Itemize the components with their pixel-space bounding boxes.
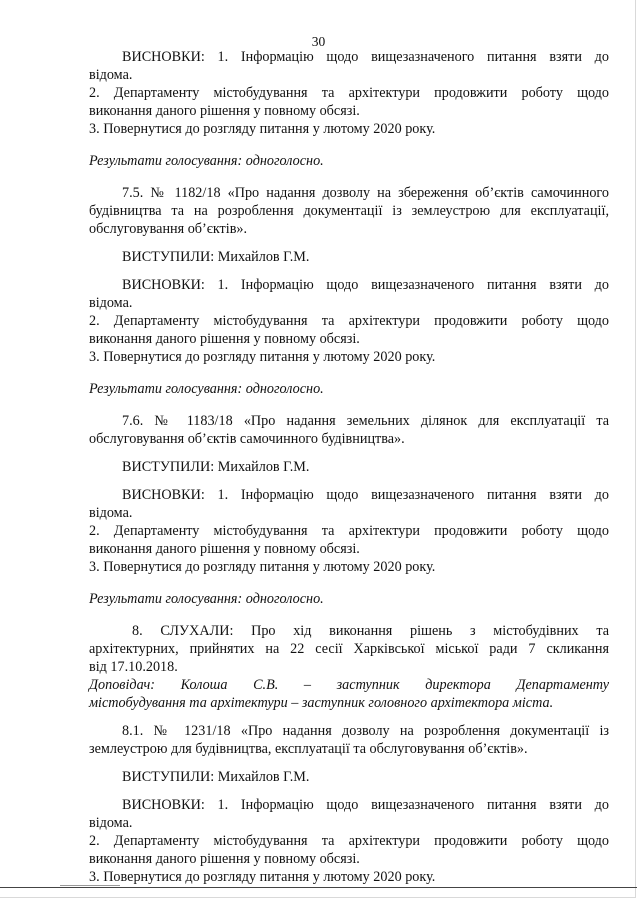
item-title-line: 7.6. № 1183/18 «Про надання земельних ділянок для експлуатації та xyxy=(122,413,609,429)
conclusions-line: виконання даного рішення у повному обсязі. xyxy=(89,851,360,867)
conclusions-block xyxy=(89,48,609,138)
item-title-line: обслуговування об’єктів самочинного будівництва». xyxy=(89,431,405,447)
item-title-line: 8.1. № 1231/18 «Про надання дозволу на розроблення документації із xyxy=(122,723,609,739)
conclusions-line: виконання даного рішення у повному обсязі. xyxy=(89,103,360,119)
agenda-item-8 xyxy=(89,622,609,712)
conclusions-line: 3. Повернутися до розгляду питання у лютому 2020 року. xyxy=(89,349,436,365)
heard-line: архітектурних, прийнятих на 22 сесії Харківської міської ради 7 скликання xyxy=(89,641,609,657)
conclusions-line: відома. xyxy=(89,295,133,311)
item-title-line: обслуговування об’єктів». xyxy=(89,221,248,237)
conclusions-line: 3. Повернутися до розгляду питання у лютому 2020 року. xyxy=(89,869,436,885)
speakers: ВИСТУПИЛИ: Михайлов Г.М. xyxy=(122,769,310,785)
conclusions-line: ВИСНОВКИ: 1. Інформацію щодо вищезазначеного питання взяти до xyxy=(122,49,609,65)
conclusions-line: 3. Повернутися до розгляду питання у лютому 2020 року. xyxy=(89,121,436,137)
conclusions-line: відома. xyxy=(89,505,133,521)
voting-results: Результати голосування: одноголосно. xyxy=(89,381,324,397)
conclusions-line: 2. Департаменту містобудування та архітектури продовжити роботу щодо xyxy=(89,313,609,329)
agenda-item-8-1 xyxy=(89,722,609,886)
item-title-line: 7.5. № 1182/18 «Про надання дозволу на збереження об’єктів самочинного xyxy=(122,185,609,201)
rapporteur-line: Доповідач: Колоша С.В. – заступник директора Департаменту xyxy=(89,677,609,693)
voting-results: Результати голосування: одноголосно. xyxy=(89,591,324,607)
conclusions-line: 2. Департаменту містобудування та архітектури продовжити роботу щодо xyxy=(89,833,609,849)
conclusions-line: відома. xyxy=(89,67,133,83)
conclusions-line: ВИСНОВКИ: 1. Інформацію щодо вищезазначеного питання взяти до xyxy=(122,797,609,813)
conclusions-line: виконання даного рішення у повному обсязі. xyxy=(89,541,360,557)
page-number: 30 xyxy=(311,34,326,49)
conclusions-line: 2. Департаменту містобудування та архітектури продовжити роботу щодо xyxy=(89,85,609,101)
conclusions-line: ВИСНОВКИ: 1. Інформацію щодо вищезазначеного питання взяти до xyxy=(122,277,609,293)
heard-line: від 17.10.2018. xyxy=(89,659,178,675)
conclusions-line: ВИСНОВКИ: 1. Інформацію щодо вищезазначеного питання взяти до xyxy=(122,487,609,503)
voting-results: Результати голосування: одноголосно. xyxy=(89,153,324,169)
document-body xyxy=(89,48,609,886)
conclusions-line: 2. Департаменту містобудування та архітектури продовжити роботу щодо xyxy=(89,523,609,539)
heard-line: 8. СЛУХАЛИ: Про хід виконання рішень з містобудівних та xyxy=(132,623,609,639)
conclusions-line: виконання даного рішення у повному обсязі. xyxy=(89,331,360,347)
item-title-line: будівництва та на розроблення документації із землеустрою для експлуатації, xyxy=(89,203,609,219)
speakers: ВИСТУПИЛИ: Михайлов Г.М. xyxy=(122,459,310,475)
rapporteur-line: містобудування та архітектури – заступник головного архітектора міста. xyxy=(89,695,554,711)
page-bottom-rule xyxy=(0,887,637,888)
agenda-item-7-5 xyxy=(89,184,609,398)
agenda-item-7-6 xyxy=(89,412,609,608)
speakers: ВИСТУПИЛИ: Михайлов Г.М. xyxy=(122,249,310,265)
conclusions-line: 3. Повернутися до розгляду питання у лютому 2020 року. xyxy=(89,559,436,575)
conclusions-line: відома. xyxy=(89,815,133,831)
item-title-line: землеустрою для будівництва, експлуатації та обслуговування об’єктів». xyxy=(89,741,528,757)
